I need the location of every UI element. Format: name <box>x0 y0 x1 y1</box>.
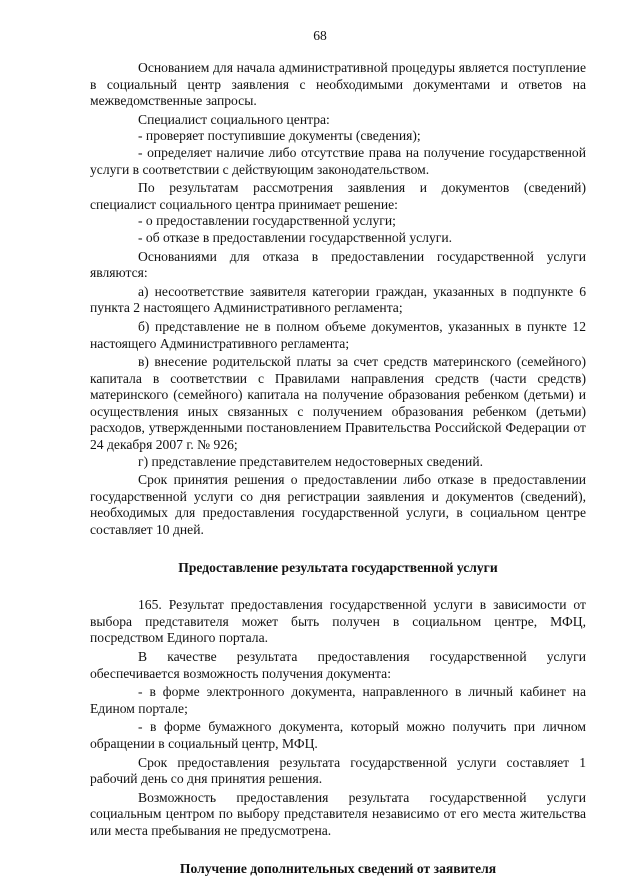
list-item: б) представление не в полном объеме документов, указанных в пункте 12 настоящего Административного регламента; <box>90 318 586 351</box>
list-item: а) несоответствие заявителя категории граждан, указанных в подпункте 6 пункта 2 настоящего Административного регламента; <box>90 283 586 316</box>
paragraph: Специалист социального центра: <box>138 111 330 127</box>
list-item: г) представление представителем недостоверных сведений. <box>138 453 484 469</box>
paragraph: В качестве результата предоставления государственной услуги обеспечивается возможность получения документа: <box>90 649 586 681</box>
paragraph: 165. Результат предоставления государственной услуги в зависимости от выбора представителя может быть получен в социальном центре, МФЦ, посредством Единого портала. <box>90 597 586 646</box>
section-heading: Получение дополнительных сведений от заявителя <box>179 860 497 876</box>
paragraph: Срок принятия решения о предоставлении либо отказе в предоставлении государственной услуги со дня регистрации заявления и документов (сведений), необходимых для предоставления государственной услуги, в социальном центре составляет 10 дней. <box>90 472 586 538</box>
list-item: - о предоставлении государственной услуги; <box>138 213 396 229</box>
page-content <box>90 60 586 877</box>
list-item: - в форме бумажного документа, который можно получить при личном обращении в социальный центр, МФЦ. <box>90 719 586 751</box>
list-item: - об отказе в предоставлении государственной услуги. <box>138 229 453 245</box>
paragraph: По результатам рассмотрения заявления и документов (сведений) специалист социального центра принимает решение: <box>90 180 586 212</box>
paragraph: Срок предоставления результата государственной услуги составляет 1 рабочий день со дня принятия решения. <box>90 754 586 787</box>
list-item: - определяет наличие либо отсутствие права на получение государственной услуги в соответствии с действующим законодательством. <box>90 144 586 177</box>
list-item: в) внесение родительской платы за счет средств материнского (семейного) капитала в соответствии с Правилами направления средств (части средств) материнского (семейного) капитала на получение образования ребенком (детьми) и осуществления иных связанных с получением образования ребенком (детьми) расходов, утвержденными постановлением Правительства Российской Федерации от 24 декабря 2007 г. № 926; <box>90 354 586 453</box>
list-item: - в форме электронного документа, направленного в личный кабинет на Едином портале; <box>90 684 586 716</box>
list-item: - проверяет поступившие документы (сведения); <box>138 128 421 144</box>
paragraph: Основанием для начала административной процедуры является поступление в социальный центр заявления с необходимыми документами и ответов на межведомственные запросы. <box>90 60 586 109</box>
section-heading: Предоставление результата государственной услуги <box>178 559 498 575</box>
paragraph: Возможность предоставления результата государственной услуги социальным центром по выбору представителя независимо от его места жительства или места пребывания не предусмотрена. <box>90 789 586 838</box>
paragraph: Основаниями для отказа в предоставлении государственной услуги являются: <box>90 248 586 281</box>
page-number: 68 <box>313 28 327 43</box>
